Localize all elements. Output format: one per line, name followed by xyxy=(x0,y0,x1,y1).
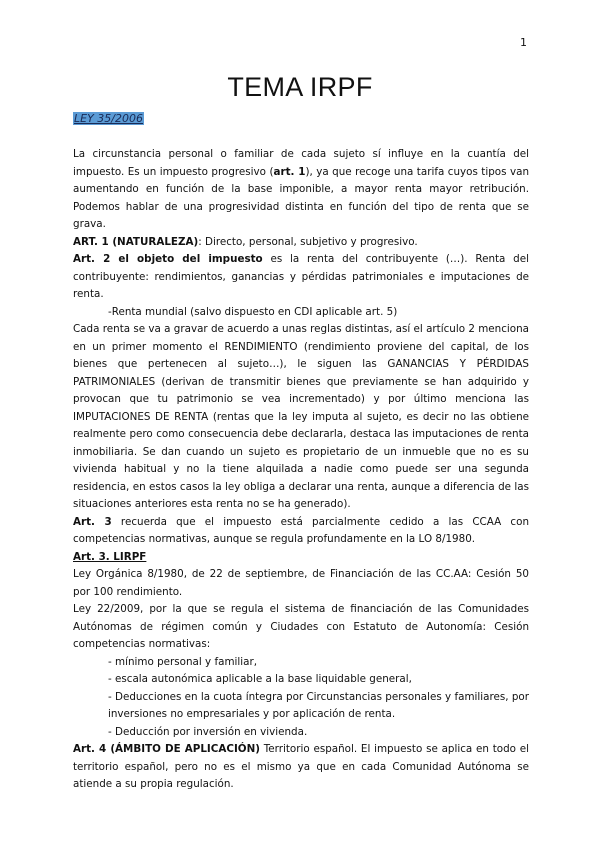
art3-lirpf-heading-text: Art. 3. LIRPF xyxy=(73,550,147,563)
art2-paragraph xyxy=(73,251,529,304)
art2-text: es la renta del contribuyente (…). Renta del contribuyente: rendimientos, ganancias y pérdidas patrimoniales e imputaciones de renta. xyxy=(73,253,529,300)
law-reference-link[interactable]: LEY 35/2006 xyxy=(74,112,143,125)
art4-label: Art. 4 (ÁMBITO DE APLICACIÓN) xyxy=(73,743,260,755)
intro-text: La circunstancia personal o familiar de cada sujeto sí influye en la cuantía del impuesto. Es un impuesto progresivo ( xyxy=(73,148,529,178)
art4-text: Territorio español. El impuesto se aplica en todo el territorio español, pero no es el mismo ya que en cada Comunidad Autónoma se atiende a su propia regulación. xyxy=(73,743,529,790)
renta-paragraph: Cada renta se va a gravar de acuerdo a unas reglas distintas, así el artículo 2 menciona en un primer momento el RENDIMIENTO (rendimiento proviene del capital, de los bienes que pertenecen al sujeto…), le siguen las GANANCIAS Y PÉRDIDAS PATRIMONIALES (derivan de transmitir bienes que previamente se han adquirido y provocan que tu patrimonio se vea incrementado) y por último menciona las IMPUTACIONES DE RENTA (rentas que la ley imputa al sujeto, es decir no las obtiene realmente pero como consecuencia debe declararla, destaca las imputaciones de renta inmobiliaria. Se dan cuando un sujeto es propietario de un inmueble que no es su vivienda habitual y no la tiene alquilada a nadie como puede ser una segunda residencia, en estos casos la ley obliga a declarar una renta, aunque a diferencia de las situaciones anteriores esta renta no se ha generado). xyxy=(73,323,529,510)
intro-text-rest: ), ya que recoge una tarifa cuyos tipos van aumentando en función de la base imponible, a mayor renta mayor retribución. Podemos hablar de una progresividad distinta en función del tipo de renta que se grava. xyxy=(73,165,529,230)
list-item: - mínimo personal y familiar, xyxy=(108,655,258,668)
art3-lirpf-heading xyxy=(73,549,529,567)
document-body xyxy=(73,146,529,794)
art1-text: : Directo, personal, subjetivo y progresivo. xyxy=(198,235,418,248)
art3-paragraph xyxy=(73,514,529,549)
art1-paragraph xyxy=(73,234,529,252)
list-item: - Deducciones en la cuota íntegra por Circunstancias personales y familiares, por inversiones no empresariales y por aplicación de renta. xyxy=(108,690,529,720)
intro-paragraph xyxy=(73,146,529,234)
intro-article-ref: art. 1 xyxy=(273,165,306,178)
art2-label: Art. 2 el objeto del impuesto xyxy=(73,253,263,265)
document-title: TEMA IRPF xyxy=(227,72,373,102)
ley-organica-paragraph: Ley Orgánica 8/1980, de 22 de septiembre, de Financiación de las CC.AA: Cesión 50 por 100 rendimiento. xyxy=(73,568,529,598)
ley-22-paragraph: Ley 22/2009, por la que se regula el sistema de financiación de las Comunidades Autónomas de régimen común y Ciudades con Estatuto de Autonomía: Cesión competencias normativas: xyxy=(73,603,529,650)
art1-label: ART. 1 (NATURALEZA) xyxy=(73,235,199,248)
art3-label: Art. 3 xyxy=(73,515,112,528)
list-item: - Deducción por inversión en vivienda. xyxy=(108,725,308,738)
list-item: - escala autonómica aplicable a la base liquidable general, xyxy=(108,673,412,685)
renta-mundial-note: -Renta mundial (salvo dispuesto en CDI aplicable art. 5) xyxy=(108,305,398,318)
art3-text: recuerda que el impuesto está parcialmente cedido a las CCAA con competencias normativas, aunque se regula profundamente en la LO 8/1980. xyxy=(73,515,530,545)
page-number: 1 xyxy=(520,36,527,49)
art4-paragraph xyxy=(73,741,529,794)
